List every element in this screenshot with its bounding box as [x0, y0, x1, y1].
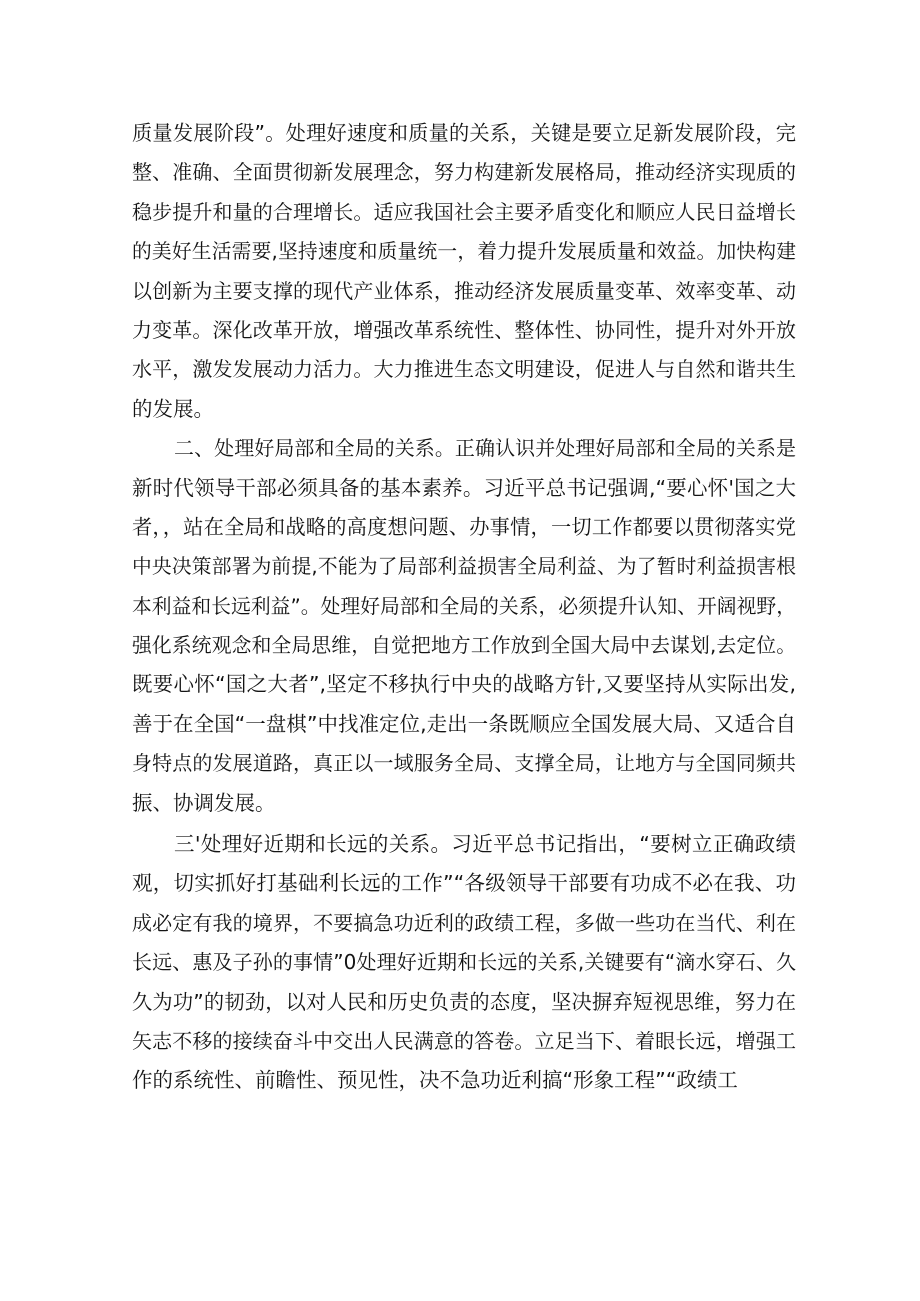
- text-line: 既要心怀“国之大者”,坚定不移执行中央的战略方针,又要坚持从实际出发,: [132, 672, 796, 697]
- text-line: 作的系统性、前瞻性、预见性，决不急功近利搞“形象工程”“政绩工: [132, 1068, 738, 1093]
- text-line: 者，，站在全局和战略的高度想问题、办事情，一切工作都要以贯彻落实党: [132, 514, 796, 539]
- text-line: 中央决策部署为前提,不能为了局部利益损害全局利益、为了暂时利益损害根: [132, 555, 796, 579]
- text-line: 三'处理好近期和长远的关系。习近平总书记指出，“要树立正确政绩: [174, 832, 796, 857]
- text-line: 质量发展阶段”。处理好速度和质量的关系，关键是要立足新发展阶段，完: [132, 121, 796, 145]
- text-line: 的美好生活需要,坚持速度和质量统一，着力提升发展质量和效益。加快构建: [132, 240, 796, 264]
- paragraph-1: [132, 114, 796, 429]
- text-line: 善于在全国“一盘棋”中找准定位,走出一条既顺应全国发展大局、又适合自: [132, 711, 796, 736]
- text-line: 矢志不移的接续奋斗中交出人民满意的答卷。立足当下、着眼长远，增强工: [132, 1028, 796, 1053]
- text-line: 久为功”的韧劲，以对人民和历史负责的态度，坚决摒弃短视思维，努力在: [132, 989, 796, 1014]
- text-line: 整、准确、全面贯彻新发展理念，努力构建新发展格局，推动经济实现质的: [132, 160, 796, 185]
- text-line: 强化系统观念和全局思维，自觉把地方工作放到全国大局中去谋划,去定位。: [132, 634, 796, 658]
- text-line: 成必定有我的境界，不要搞急功近利的政绩工程，多做一些功在当代、利在: [132, 910, 796, 935]
- text-line: 二、处理好局部和全局的关系。正确认识并处理好局部和全局的关系是: [174, 436, 796, 461]
- text-line: 水平，激发发展动力活力。大力推进生态文明建设，促进人与自然和谐共生: [132, 357, 796, 382]
- text-line: 身特点的发展道路，真正以一域服务全局、支撑全局，让地方与全国同频共: [132, 751, 796, 776]
- document-body: [132, 114, 796, 1101]
- text-line: 振、协调发展。: [132, 790, 276, 815]
- text-line: 的发展。: [132, 396, 214, 421]
- paragraph-3: [132, 825, 796, 1101]
- text-line: 观，切实抓好打基础利长远的工作”“各级领导干部要有功成不必在我、功: [132, 871, 796, 896]
- text-line: 稳步提升和量的合理增长。适应我国社会主要矛盾变化和顺应人民日益增长: [132, 199, 796, 224]
- text-line: 力变革。深化改革开放，增强改革系统性、整体性、协同性，提升对外开放: [132, 317, 796, 342]
- text-line: 本利益和长远利益”。处理好局部和全局的关系，必须提升认知、开阔视野，: [132, 594, 796, 618]
- paragraph-2: [132, 429, 796, 823]
- text-line: 以创新为主要支撑的现代产业体系，推动经济发展质量变革、效率变革、动: [132, 278, 796, 303]
- text-line: 新时代领导干部必须具备的基本素养。习近平总书记强调,“要心怀'国之大: [132, 475, 796, 500]
- text-line: 长远、惠及子孙的事情”0处理好近期和长远的关系,关键要有“滴水穿石、久: [132, 950, 796, 975]
